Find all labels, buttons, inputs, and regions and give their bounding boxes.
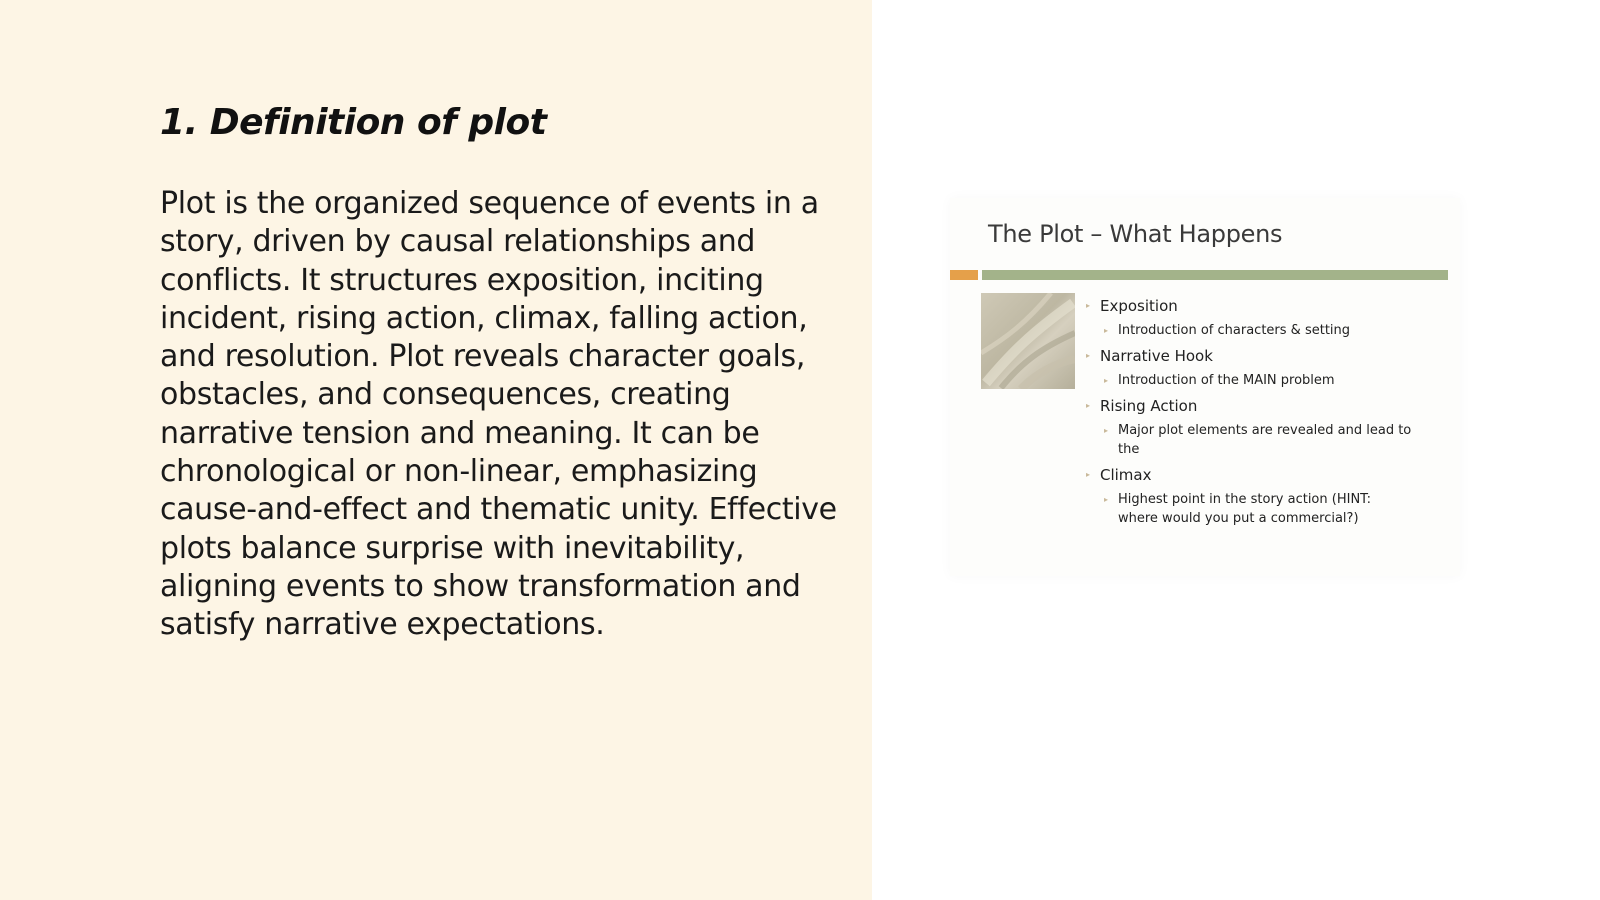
list-item [1084, 465, 1414, 485]
stage-label: Rising Action [1100, 397, 1198, 415]
embedded-slide-image [950, 198, 1460, 576]
decorative-photo [981, 293, 1075, 389]
list-subitem [1084, 490, 1414, 528]
triangle-bullet-icon: ▸ [1086, 470, 1091, 479]
list-subitem [1084, 371, 1414, 390]
triangle-bullet-icon: ▸ [1104, 326, 1109, 335]
slide-title: 1. Definition of plot [160, 102, 547, 143]
stage-description: Major plot elements are revealed and lead to the [1118, 423, 1412, 457]
stage-label: Climax [1100, 466, 1152, 484]
triangle-bullet-icon: ▸ [1104, 495, 1109, 504]
stage-label: Exposition [1100, 297, 1178, 315]
stage-description: Introduction of the MAIN problem [1118, 373, 1335, 388]
triangle-bullet-icon: ▸ [1086, 401, 1091, 410]
stage-description: Introduction of characters & setting [1118, 323, 1351, 338]
title-underline-bar [982, 270, 1448, 280]
list-item [1084, 296, 1414, 316]
slide-body-text: Plot is the organized sequence of events in a story, driven by causal relationships and conflicts. It structures exposition, inciting incident, rising action, climax, falling action, and resolution. Plot reveals character goals, obstacles, and consequences, creating narrative tension and meaning. It can be chronological or non-linear, emphasizing cause-and-effect and thematic unity. Effective plots balance surprise with inevitability, aligning events to show transformation and satisfy narrative expectations. [160, 186, 837, 643]
triangle-bullet-icon: ▸ [1086, 351, 1091, 360]
list-item [1084, 396, 1414, 416]
list-subitem [1084, 421, 1414, 459]
leaf-pattern-icon [981, 293, 1075, 389]
triangle-bullet-icon: ▸ [1104, 376, 1109, 385]
list-item [1084, 346, 1414, 366]
stage-label: Narrative Hook [1100, 347, 1213, 365]
stage-description: Highest point in the story action (HINT: where would you put a commercial?) [1118, 492, 1372, 526]
triangle-bullet-icon: ▸ [1104, 426, 1109, 435]
embedded-slide-title: The Plot – What Happens [988, 220, 1283, 248]
title-accent-bar [950, 270, 978, 280]
list-subitem [1084, 321, 1414, 340]
triangle-bullet-icon: ▸ [1086, 301, 1091, 310]
plot-stage-list [1084, 296, 1414, 534]
